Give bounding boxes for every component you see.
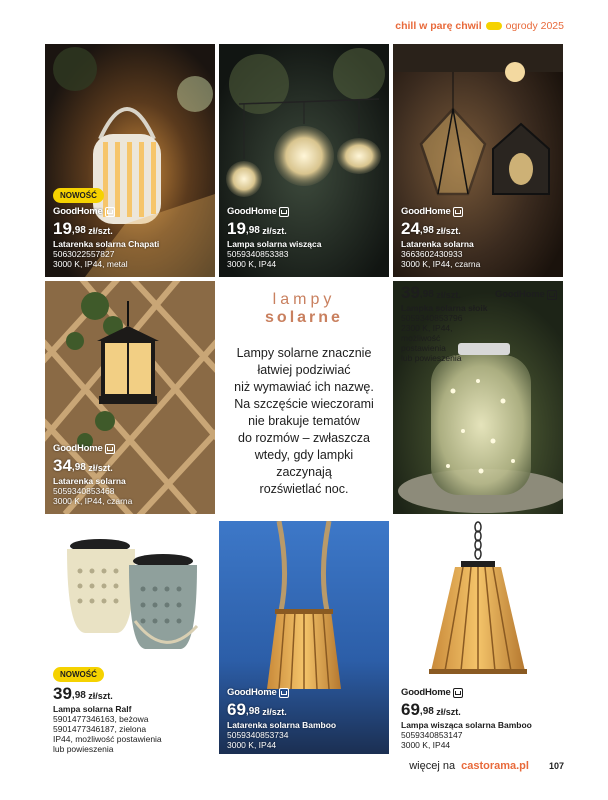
- product-spec: 3000 K, IP44, czarna: [401, 259, 481, 269]
- ralf-lamps-photo: [45, 521, 215, 671]
- product-spec: IP44, możliwość postawienia: [53, 734, 162, 744]
- product-name: Lampa wisząca solarna Bamboo: [401, 720, 532, 730]
- product-spec: możliwość: [401, 333, 441, 343]
- product-ean: 5063022557827: [53, 249, 115, 259]
- product-spec: lub powieszenia: [401, 353, 462, 363]
- product-info: [53, 221, 159, 269]
- house-icon: [453, 688, 463, 698]
- product-spec: 2300 K, IP44,: [401, 323, 453, 333]
- product-ean: 3663602430933: [401, 249, 463, 259]
- product-ean: 5059340853147: [401, 730, 463, 740]
- price: 69,98 zł/szt.: [401, 700, 461, 719]
- product-tile-black-lantern[interactable]: [45, 281, 215, 514]
- page-number: 107: [548, 761, 564, 771]
- product-name: Latarenka solarna Chapati: [53, 239, 160, 249]
- product-info: [227, 702, 336, 750]
- feature-block: [219, 281, 389, 514]
- new-badge: NOWOŚĆ: [53, 667, 104, 682]
- brand-name: GoodHome: [227, 206, 277, 217]
- brand-logo: [53, 443, 115, 454]
- house-icon: [547, 290, 557, 300]
- product-tile-hanging-lamp[interactable]: [219, 44, 389, 277]
- header-section: ogrody 2025: [505, 20, 564, 32]
- feature-title-line1: lampy: [272, 291, 336, 308]
- product-spec: 3000 K, IP44: [227, 259, 277, 269]
- price: 69,98 zł/szt.: [227, 700, 287, 719]
- footer-site-link[interactable]: castorama.pl: [461, 760, 529, 772]
- product-name: Lampa solarna wisząca: [227, 239, 322, 249]
- feature-line: Na szczęście wieczorami: [234, 397, 374, 411]
- product-ean: 5059340853383: [227, 249, 289, 259]
- header-pill-icon: [486, 22, 502, 30]
- product-name: Lampa solarna Ralf: [53, 704, 132, 714]
- feature-line: do rozmów – zwłaszcza: [238, 431, 370, 445]
- header-tagline: chill w parę chwil: [395, 20, 482, 32]
- brand-logo: [495, 289, 557, 300]
- price: 19,98 zł/szt.: [53, 219, 113, 238]
- feature-line: Lampy solarne znacznie: [236, 346, 372, 360]
- feature-line: łatwiej podziwiać: [257, 363, 351, 377]
- house-icon: [279, 207, 289, 217]
- brand-logo: [401, 206, 463, 217]
- product-spec: 3000 K, IP44: [227, 740, 277, 750]
- feature-line: nie brakuje tematów: [248, 414, 360, 428]
- product-info: [227, 221, 322, 269]
- brand-logo: [53, 206, 115, 217]
- product-tile-jar-lamp[interactable]: [393, 281, 563, 514]
- feature-line: zaczynają: [276, 465, 332, 479]
- price: 19,98 zł/szt.: [227, 219, 287, 238]
- brand-name: GoodHome: [53, 206, 103, 217]
- feature-line: wtedy, gdy lampki: [254, 448, 354, 462]
- product-tile-bamboo-lantern[interactable]: [219, 521, 389, 754]
- product-info: [401, 702, 532, 750]
- product-info: [53, 686, 162, 754]
- product-ean: 5901477346163, beżowa: [53, 714, 149, 724]
- brand-name: GoodHome: [401, 687, 451, 698]
- product-ean: 5059340853734: [227, 730, 289, 740]
- product-tile-chapati[interactable]: [45, 44, 215, 277]
- brand-name: GoodHome: [401, 206, 451, 217]
- brand-logo: [401, 687, 463, 698]
- price: 34,98 zł/szt.: [53, 456, 113, 475]
- product-ean: 5059340853796: [401, 313, 463, 323]
- new-badge: NOWOŚĆ: [53, 188, 104, 203]
- product-tile-ralf[interactable]: [45, 521, 215, 754]
- page-header: [395, 20, 564, 32]
- price: 39,98 zł/szt.: [53, 684, 113, 703]
- product-ean: 5059340853468: [53, 486, 115, 496]
- feature-line: rozświetlać noc.: [259, 482, 349, 496]
- feature-title-line2: solarne: [265, 309, 343, 326]
- product-spec: 3000 K, IP44, czarna: [53, 496, 133, 506]
- brand-name: GoodHome: [495, 289, 545, 300]
- house-icon: [105, 444, 115, 454]
- brand-name: GoodHome: [53, 443, 103, 454]
- price: 24,98 zł/szt.: [401, 219, 461, 238]
- footer-text: więcej na: [409, 760, 456, 772]
- product-info: [401, 221, 480, 269]
- product-ean: 5901477346187, zielona: [53, 724, 147, 734]
- product-name: Latarenka solarna: [401, 239, 474, 249]
- product-info: [53, 458, 132, 506]
- price: 39,98 zł/szt.: [401, 283, 461, 302]
- house-icon: [279, 688, 289, 698]
- product-spec: 3000 K, IP44: [401, 740, 451, 750]
- product-spec: postawienia: [401, 343, 446, 353]
- feature-body: [219, 345, 389, 498]
- product-info: [401, 285, 487, 363]
- brand-name: GoodHome: [227, 687, 277, 698]
- page-footer: [409, 760, 564, 772]
- product-spec: lub powieszenia: [53, 744, 114, 754]
- bamboo-hanging-photo: [393, 521, 563, 691]
- feature-line: niż wymawiać ich nazwę.: [234, 380, 374, 394]
- product-name: Lampka solarna słoik: [401, 303, 488, 313]
- product-tile-bamboo-hanging[interactable]: [393, 521, 563, 754]
- product-tile-geometric-lantern[interactable]: [393, 44, 563, 277]
- product-spec: 3000 K, IP44, metal: [53, 259, 128, 269]
- brand-logo: [227, 687, 289, 698]
- product-name: Latarenka solarna: [53, 476, 126, 486]
- brand-logo: [227, 206, 289, 217]
- house-icon: [453, 207, 463, 217]
- product-name: Latarenka solarna Bamboo: [227, 720, 337, 730]
- house-icon: [105, 207, 115, 217]
